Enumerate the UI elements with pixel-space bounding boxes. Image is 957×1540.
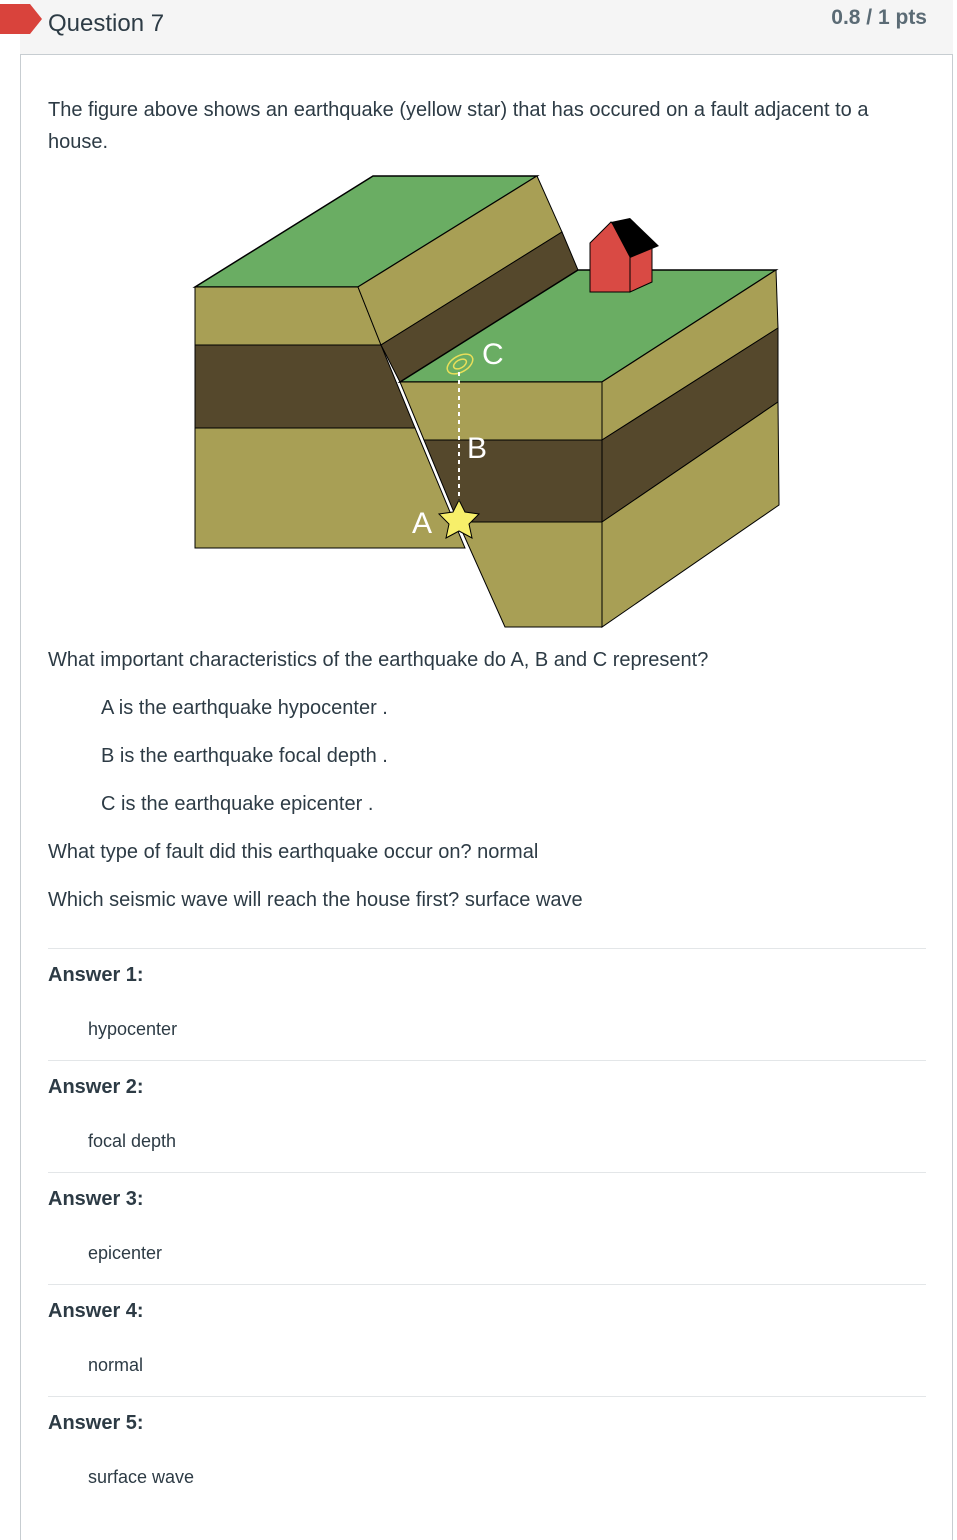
label-a: A: [412, 507, 433, 540]
answer-4-value: normal: [88, 1355, 144, 1375]
answer-1-value: hypocenter: [88, 1019, 178, 1039]
answer-4-label: Answer 4:: [48, 1300, 144, 1322]
right-block-front-dark: [424, 440, 602, 522]
question-points: 0.8 / 1 pts: [831, 6, 927, 29]
right-block-front-upper: [400, 382, 602, 440]
divider: [48, 1284, 926, 1285]
answer-5-value: surface wave: [88, 1467, 195, 1487]
answer-5-label: Answer 5:: [48, 1412, 144, 1434]
divider: [48, 948, 926, 949]
fault-diagram: [190, 170, 790, 635]
fault-question: What type of fault did this earthquake occur on? normal: [48, 841, 539, 863]
statement-b: B is the earthquake focal depth .: [101, 745, 388, 767]
right-block-front-lower: [458, 522, 602, 627]
divider: [48, 1172, 926, 1173]
wave-question: Which seismic wave will reach the house first? surface wave: [48, 889, 583, 911]
question-title: Question 7: [48, 10, 165, 37]
question-intro: The figure above shows an earthquake (yellow star) that has occured on a fault adjacent to a house.: [48, 99, 869, 153]
left-block-upper-layer: [195, 287, 381, 345]
label-c: C: [482, 338, 504, 371]
statement-a: A is the earthquake hypocenter .: [101, 697, 388, 719]
label-b: B: [467, 432, 488, 465]
statement-c: C is the earthquake epicenter .: [101, 793, 374, 815]
answer-2-label: Answer 2:: [48, 1076, 144, 1098]
left-block-dark-layer: [195, 345, 415, 428]
answer-3-label: Answer 3:: [48, 1188, 144, 1210]
house-icon: [590, 218, 659, 292]
flag-icon[interactable]: [0, 4, 42, 34]
answer-2-value: focal depth: [88, 1131, 177, 1151]
divider: [48, 1396, 926, 1397]
answer-1-label: Answer 1:: [48, 964, 144, 986]
answer-3-value: epicenter: [88, 1243, 163, 1263]
question-prompt: What important characteristics of the earthquake do A, B and C represent?: [48, 649, 709, 671]
divider: [48, 1060, 926, 1061]
